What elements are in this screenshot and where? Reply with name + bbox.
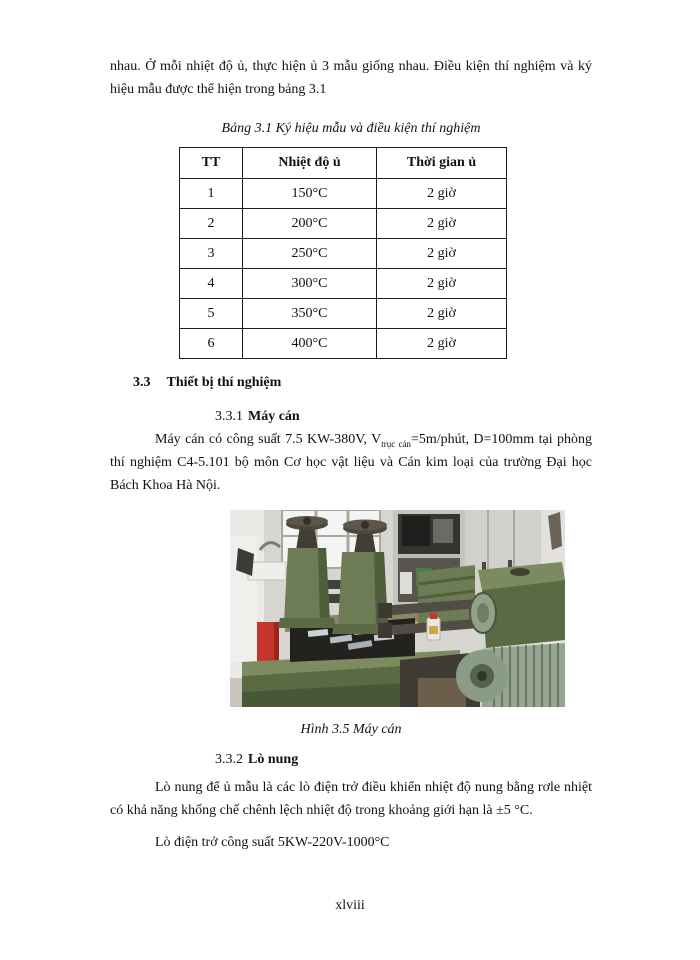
section-heading-3-3-2 — [215, 748, 592, 771]
intro-paragraph — [110, 55, 592, 101]
table-cell: 2 giờ — [377, 329, 507, 359]
column-header-thoi-gian: Thời gian ủ — [377, 148, 507, 179]
section-title: Thiết bị thí nghiệm — [166, 375, 282, 390]
figure-caption: Hình 3.5 Máy cán — [300, 722, 402, 737]
paragraph-line — [110, 428, 592, 451]
text-run: Máy cán có công suất 7.5 KW-380V, V — [155, 432, 382, 447]
section-title: Lò nung — [248, 752, 299, 767]
table-cell: 2 giờ — [377, 239, 507, 269]
table-cell: 4 — [180, 269, 243, 299]
table-cell: 3 — [180, 239, 243, 269]
table-cell: 2 giờ — [377, 209, 507, 239]
text-run: =5m/phút, D=100mm tại phòng — [410, 432, 592, 447]
experiment-table — [179, 147, 507, 359]
table-cell: 350°C — [243, 299, 377, 329]
column-header-nhiet-do: Nhiệt độ ủ — [243, 148, 377, 179]
table-row — [180, 329, 507, 359]
table-cell: 5 — [180, 299, 243, 329]
subscript-text: trục cán — [381, 438, 411, 449]
paragraph-line: có khả năng khống chế chênh lệch nhiệt độ trong khoảng giới hạn là ±5 °C. — [110, 803, 533, 818]
table-caption: Bảng 3.1 Ký hiệu mẫu và điều kiện thí nghiệm — [221, 121, 481, 136]
table-row — [180, 239, 507, 269]
lo-nung-paragraph — [110, 776, 592, 822]
table-cell: 150°C — [243, 179, 377, 209]
paragraph-line: hiệu mẫu được thể hiện trong bảng 3.1 — [110, 82, 327, 97]
paragraph-line: nhau. Ở mỗi nhiệt độ ủ, thực hiện ủ 3 mẫu giống nhau. Điều kiện thí nghiệm và ký — [110, 59, 592, 74]
table-cell: 300°C — [243, 269, 377, 299]
table-cell: 1 — [180, 179, 243, 209]
page-number: xlviii — [335, 898, 365, 913]
table-row — [180, 269, 507, 299]
paragraph-line: Lò điện trở công suất 5KW-220V-1000°C — [155, 835, 390, 850]
table-cell: 2 — [180, 209, 243, 239]
section-number: 3.3.1 — [215, 409, 243, 424]
section-number: 3.3.2 — [215, 752, 243, 767]
section-heading-3-3-1 — [215, 405, 592, 428]
table-cell: 2 giờ — [377, 269, 507, 299]
table-cell: 2 giờ — [377, 179, 507, 209]
table-cell: 6 — [180, 329, 243, 359]
may-can-photo — [230, 510, 565, 707]
may-can-paragraph — [110, 428, 592, 497]
paragraph-line: Bách Khoa Hà Nội. — [110, 478, 221, 493]
photo-motor — [456, 643, 565, 707]
table-cell: 2 giờ — [377, 299, 507, 329]
table-cell: 250°C — [243, 239, 377, 269]
paragraph-line: thí nghiệm C4-5.101 bộ môn Cơ học vật liệu và Cán kim loại của trường Đại học — [110, 455, 592, 470]
table-header-row — [180, 148, 507, 179]
paragraph-line: Lò nung để ủ mẫu là các lò điện trở điều khiển nhiệt độ nung bằng rơle nhiệt — [155, 780, 592, 795]
table-cell: 400°C — [243, 329, 377, 359]
table-row — [180, 179, 507, 209]
table-row — [180, 209, 507, 239]
column-header-tt: TT — [180, 148, 243, 179]
lo-dien-tro-paragraph — [110, 831, 592, 854]
table-row — [180, 299, 507, 329]
table-cell: 200°C — [243, 209, 377, 239]
section-heading-3-3 — [133, 371, 592, 394]
section-number: 3.3 — [133, 375, 151, 390]
photo-floor — [230, 678, 243, 707]
section-title: Máy cán — [248, 409, 300, 424]
